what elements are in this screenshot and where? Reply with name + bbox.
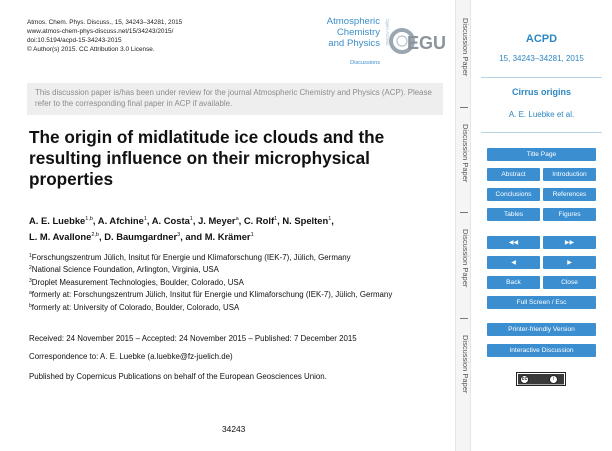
discussion-paper-strip <box>455 0 471 451</box>
egu-logo-text: EGU <box>407 33 447 53</box>
author-affil-sup: 1 <box>189 216 193 222</box>
logo-line-2: Chemistry <box>336 27 380 38</box>
author-name: N. Spelten <box>282 215 329 226</box>
cc-circle-icon: cc <box>521 376 528 382</box>
short-authors: A. E. Luebke et al. <box>508 110 575 119</box>
conclusions-button[interactable]: Conclusions <box>487 188 540 201</box>
arrow-right-icon: ▶ <box>567 260 572 266</box>
next-page-button[interactable] <box>543 256 596 269</box>
interactive-discussion-button[interactable]: Interactive Discussion <box>487 344 596 357</box>
author-affil-sup: 1 <box>274 216 278 222</box>
logo-line-3: and Physics <box>328 38 380 49</box>
strip-divider <box>460 107 468 108</box>
author-affil-sup: 3 <box>177 232 181 238</box>
discussion-paper-label: Discussion Paper <box>461 229 470 288</box>
previous-page-button[interactable] <box>487 256 540 269</box>
skip-forward-icon: ▶▶ <box>564 240 575 246</box>
author-affil-sup: 1,b <box>85 216 93 222</box>
citation-block <box>27 18 182 54</box>
back-button[interactable]: Back <box>487 276 540 289</box>
cc-by-license-icon[interactable] <box>516 372 566 386</box>
author-affil-sup: 1 <box>143 216 147 222</box>
correspondence: Correspondence to: A. E. Luebke (a.luebke@fz-juelich.de) <box>29 352 233 361</box>
author-name: C. Rolf <box>243 215 275 226</box>
page-number: 34243 <box>222 424 246 434</box>
discussion-paper-label: Discussion Paper <box>461 124 470 183</box>
cc-badge-bar <box>518 384 564 385</box>
tables-button[interactable]: Tables <box>487 208 540 221</box>
author-name: M. Krämer <box>204 231 251 242</box>
author-affil-sup: 1 <box>328 216 332 222</box>
printer-friendly-button[interactable]: Printer-friendly Version <box>487 323 596 336</box>
affiliation-list <box>29 251 449 313</box>
affiliation-sup: 3 <box>29 277 32 284</box>
full-screen-button[interactable]: Full Screen / Esc <box>487 296 596 309</box>
abstract-button[interactable]: Abstract <box>487 168 540 181</box>
arrow-left-icon: ◀ <box>511 260 516 266</box>
affiliation-item <box>29 263 449 275</box>
author-name: A. E. Luebke <box>29 215 86 226</box>
author-list: A. E. Luebke$^{1,b}$, A. Afchine$^1$, A. Costa$^1$, J. Meyer$^a$, C. Rolf$^1$, N. Spelten$^1$, L. M. Avallone$^{2,b}$, D. Baumgardner$^3$, and M. Krämer$^1$ <box>29 215 334 242</box>
author-name: A. Costa <box>151 215 190 226</box>
affiliation-text: Droplet Measurement Technologies, Boulder, Colorado, USA <box>31 277 244 287</box>
affiliation-sup: 2 <box>29 265 32 272</box>
egu-logo-icon <box>390 25 447 57</box>
open-access-label: Open Access <box>385 19 390 46</box>
citation-url[interactable]: www.atmos-chem-phys-discuss.net/15/34243/2015/ <box>27 28 174 35</box>
affiliation-text: formerly at: Forschungszentrum Jülich, Insitut für Energie und Klimaforschung (IEK-7), Jülich, Germany <box>31 290 393 300</box>
affiliation-item <box>29 288 449 300</box>
affiliation-item <box>29 276 449 288</box>
citation-license: © Author(s) 2015. CC Attribution 3.0 License. <box>27 46 155 53</box>
journal-ref: 15, 34243–34281, 2015 <box>499 54 584 63</box>
affiliation-sup: 1 <box>29 253 32 259</box>
affiliation-sup: b <box>29 302 32 309</box>
logo-journal-name <box>312 16 380 49</box>
journal-logo <box>312 13 447 73</box>
review-notice: This discussion paper is/has been under review for the journal Atmospheric Chemistry and Physics (ACP). Please refer to the corresponding final paper in ACP if available. <box>27 83 443 115</box>
affiliation-text: Forschungszentrum Jülich, Insitut für Energie und Klimaforschung (IEK-7), Jülich, Germany <box>31 253 351 262</box>
citation-line: Atmos. Chem. Phys. Discuss., 15, 34243–34281, 2015 <box>27 19 183 26</box>
panel-divider <box>481 77 602 78</box>
logo-line-1: Atmospheric <box>326 16 380 27</box>
affiliation-item <box>29 301 449 313</box>
author-name: J. Meyer <box>198 215 236 226</box>
cc-badge-bg <box>518 374 564 384</box>
title-page-button[interactable]: Title Page <box>487 148 596 161</box>
journal-abbrev: ACPD <box>525 33 558 45</box>
short-title: Cirrus origins <box>511 87 571 97</box>
discussion-paper-label: Discussion Paper <box>461 18 470 77</box>
panel-divider <box>481 132 602 133</box>
strip-divider <box>460 212 468 213</box>
author-name: D. Baumgardner <box>104 231 178 242</box>
discussion-paper-label: Discussion Paper <box>461 335 470 394</box>
first-page-button[interactable] <box>487 236 540 249</box>
affiliation-text: National Science Foundation, Arlington, Virginia, USA <box>31 265 219 275</box>
references-button[interactable]: References <box>543 188 596 201</box>
author-affil-sup: 2,b <box>91 232 99 238</box>
introduction-button[interactable]: Introduction <box>543 168 596 181</box>
received-dates: Received: 24 November 2015 – Accepted: 24 November 2015 – Published: 7 December 2015 <box>29 334 357 343</box>
author-affil-sup: a <box>235 216 239 222</box>
author-affil-sup: 1 <box>250 232 254 238</box>
author-name: L. M. Avallone <box>29 231 92 242</box>
affiliation-item <box>29 251 449 263</box>
author-name: A. Afchine <box>97 215 144 226</box>
affiliation-text: formerly at: University of Colorado, Boulder, Colorado, USA <box>31 302 240 312</box>
citation-doi: doi:10.5194/acpd-15-34243-2015 <box>27 37 122 44</box>
last-page-button[interactable] <box>543 236 596 249</box>
paper-title: The origin of midlatitude ice clouds and the resulting influence on their microphysical properties <box>29 127 385 189</box>
logo-discussions: Discussions <box>350 60 380 66</box>
strip-divider <box>460 318 468 319</box>
publisher-note: Published by Copernicus Publications on behalf of the European Geosciences Union. <box>29 372 327 381</box>
figures-button[interactable]: Figures <box>543 208 596 221</box>
close-button[interactable]: Close <box>543 276 596 289</box>
affiliation-sup: a <box>29 290 32 297</box>
skip-back-icon: ◀◀ <box>508 240 519 246</box>
attribution-person-icon: i <box>549 375 558 384</box>
